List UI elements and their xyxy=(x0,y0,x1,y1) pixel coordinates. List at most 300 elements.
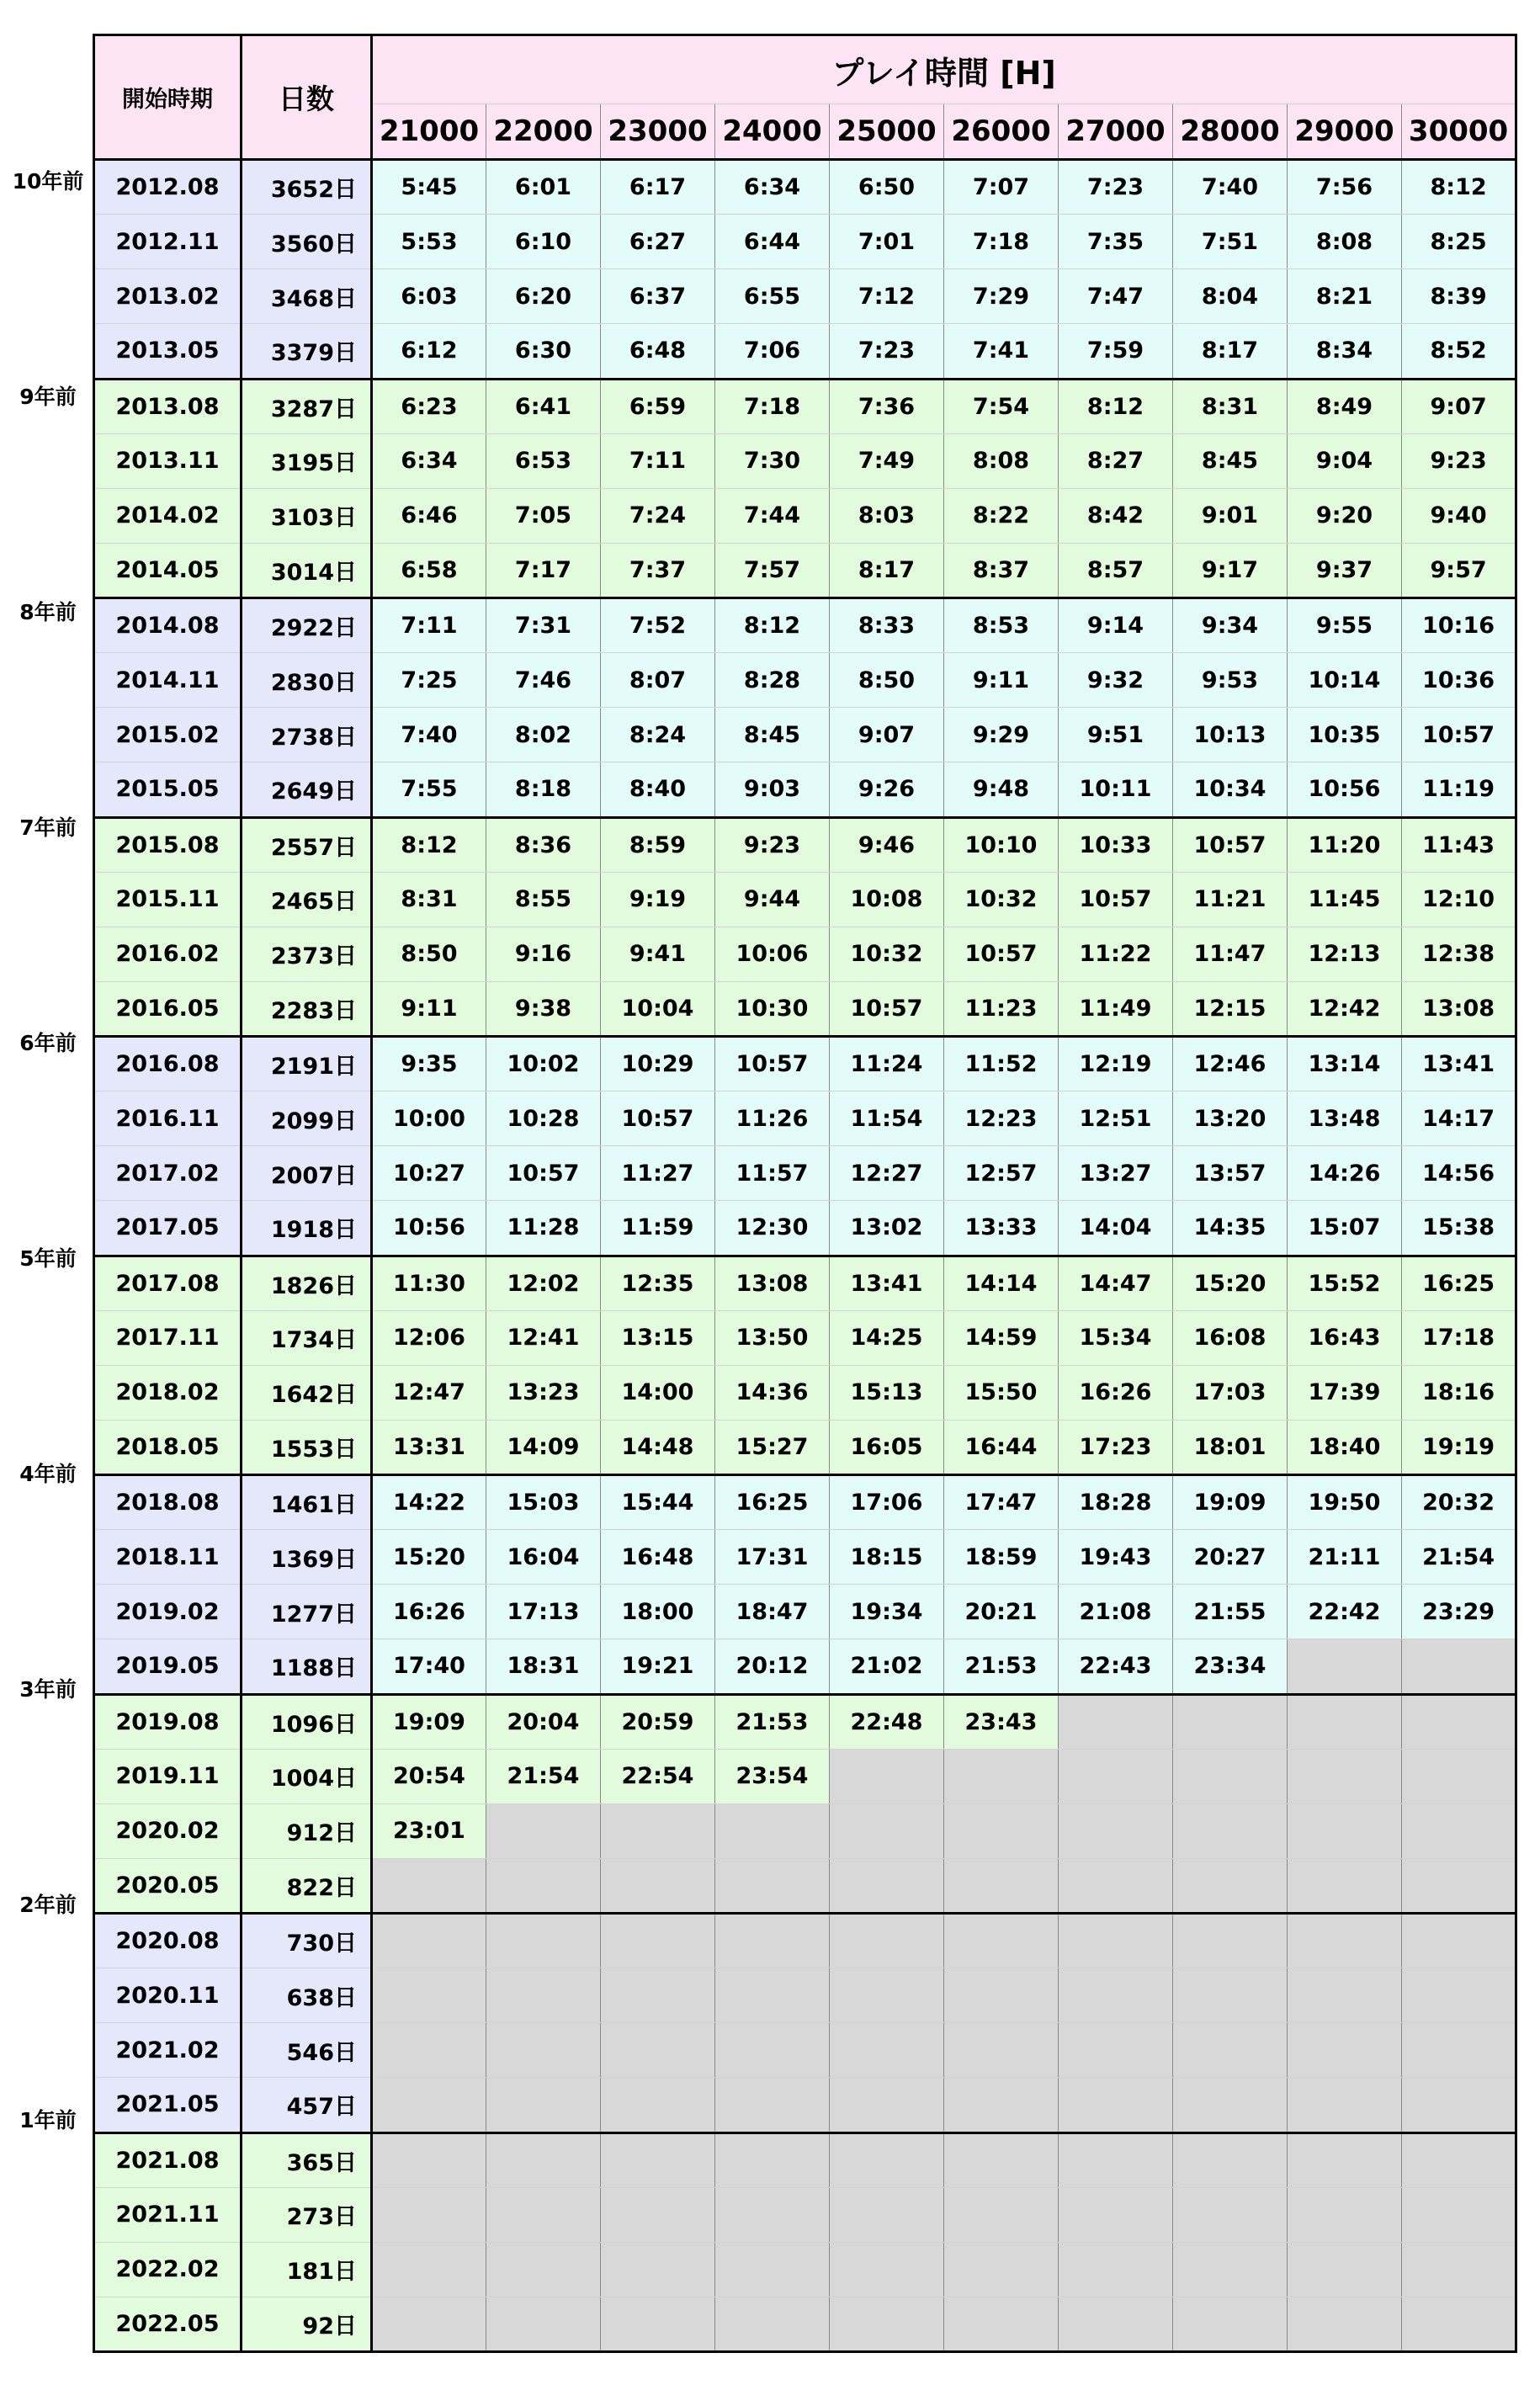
start-date-cell: 2014.02 xyxy=(94,488,242,543)
days-cell: 2283日 xyxy=(242,981,372,1036)
empty-cell xyxy=(944,2132,1059,2187)
playtime-cell: 8:52 xyxy=(1402,324,1516,379)
table-row xyxy=(94,1146,1516,1201)
days-cell: 92日 xyxy=(242,2297,372,2351)
empty-cell xyxy=(715,1803,830,1858)
playtime-cell: 17:13 xyxy=(486,1585,601,1639)
playtime-cell: 8:12 xyxy=(1059,379,1173,433)
empty-cell xyxy=(601,2132,715,2187)
table-row xyxy=(94,160,1516,215)
playtime-cell: 18:59 xyxy=(944,1530,1059,1585)
playtime-cell: 10:32 xyxy=(944,872,1059,927)
playtime-cell: 15:07 xyxy=(1288,1201,1402,1256)
playtime-cell: 7:47 xyxy=(1059,269,1173,324)
hours-column-header: 29000 xyxy=(1288,104,1402,160)
hours-column-header: 25000 xyxy=(830,104,944,160)
playtime-cell: 13:41 xyxy=(830,1256,944,1310)
empty-cell xyxy=(601,1803,715,1858)
playtime-cell: 8:42 xyxy=(1059,488,1173,543)
playtime-cell: 11:20 xyxy=(1288,817,1402,872)
empty-cell xyxy=(1402,2297,1516,2351)
empty-cell xyxy=(372,1968,486,2023)
days-cell: 546日 xyxy=(242,2023,372,2078)
playtime-cell: 17:40 xyxy=(372,1639,486,1694)
playtime-cell: 8:02 xyxy=(486,708,601,762)
empty-cell xyxy=(1173,2132,1288,2187)
playtime-cell: 12:30 xyxy=(715,1201,830,1256)
days-cell: 1096日 xyxy=(242,1694,372,1749)
start-date-cell: 2018.05 xyxy=(94,1420,242,1474)
playtime-cell: 7:24 xyxy=(601,488,715,543)
empty-cell xyxy=(830,1914,944,1968)
empty-cell xyxy=(601,2297,715,2351)
playtime-cell: 8:59 xyxy=(601,817,715,872)
empty-cell xyxy=(830,2023,944,2078)
start-date-cell: 2018.08 xyxy=(94,1475,242,1530)
playtime-cell: 6:50 xyxy=(830,160,944,215)
playtime-cell: 11:30 xyxy=(372,1256,486,1310)
empty-cell xyxy=(1402,1968,1516,2023)
empty-cell xyxy=(1059,2078,1173,2132)
empty-cell xyxy=(1402,1803,1516,1858)
year-group-label: 3年前 xyxy=(19,1677,77,1702)
empty-cell xyxy=(1059,1968,1173,2023)
start-date-cell: 2017.05 xyxy=(94,1201,242,1256)
empty-cell xyxy=(1288,1694,1402,1749)
playtime-cell: 7:52 xyxy=(601,598,715,653)
playtime-cell: 21:54 xyxy=(486,1749,601,1803)
empty-cell xyxy=(1402,1749,1516,1803)
playtime-cell: 10:14 xyxy=(1288,653,1402,708)
playtime-cell: 9:29 xyxy=(944,708,1059,762)
empty-cell xyxy=(486,1914,601,1968)
hours-column-header: 28000 xyxy=(1173,104,1288,160)
playtime-cell: 12:06 xyxy=(372,1310,486,1365)
hours-column-header: 21000 xyxy=(372,104,486,160)
playtime-cell: 10:56 xyxy=(1288,762,1402,817)
playtime-cell: 17:47 xyxy=(944,1475,1059,1530)
empty-cell xyxy=(1402,2242,1516,2297)
start-date-cell: 2016.02 xyxy=(94,927,242,981)
year-group-label: 2年前 xyxy=(19,1893,77,1917)
year-group-label: 5年前 xyxy=(19,1246,77,1271)
empty-cell xyxy=(372,1858,486,1913)
playtime-cell: 9:34 xyxy=(1173,598,1288,653)
playtime-cell: 9:14 xyxy=(1059,598,1173,653)
playtime-cell: 16:26 xyxy=(372,1585,486,1639)
empty-cell xyxy=(1173,1914,1288,1968)
playtime-cell: 9:44 xyxy=(715,872,830,927)
playtime-cell: 9:55 xyxy=(1288,598,1402,653)
playtime-cell: 8:27 xyxy=(1059,433,1173,488)
empty-cell xyxy=(372,2023,486,2078)
hours-column-header: 26000 xyxy=(944,104,1059,160)
playtime-cell: 15:34 xyxy=(1059,1310,1173,1365)
days-cell: 3560日 xyxy=(242,215,372,269)
table-row xyxy=(94,2132,1516,2187)
days-cell: 1553日 xyxy=(242,1420,372,1474)
start-date-cell: 2015.02 xyxy=(94,708,242,762)
table-row xyxy=(94,598,1516,653)
empty-cell xyxy=(601,1858,715,1913)
playtime-cell: 11:52 xyxy=(944,1037,1059,1091)
playtime-cell: 9:51 xyxy=(1059,708,1173,762)
playtime-cell: 10:08 xyxy=(830,872,944,927)
table-row xyxy=(94,379,1516,433)
days-cell: 2007日 xyxy=(242,1146,372,1201)
start-date-cell: 2021.08 xyxy=(94,2132,242,2187)
days-cell: 2191日 xyxy=(242,1037,372,1091)
empty-cell xyxy=(1288,2187,1402,2242)
empty-cell xyxy=(830,2297,944,2351)
hours-column-header: 23000 xyxy=(601,104,715,160)
days-cell: 1004日 xyxy=(242,1749,372,1803)
start-date-cell: 2018.02 xyxy=(94,1365,242,1420)
days-cell: 2099日 xyxy=(242,1091,372,1146)
empty-cell xyxy=(715,2078,830,2132)
playtime-cell: 12:51 xyxy=(1059,1091,1173,1146)
playtime-cell: 7:25 xyxy=(372,653,486,708)
playtime-cell: 10:16 xyxy=(1402,598,1516,653)
playtime-cell: 7:46 xyxy=(486,653,601,708)
table-row xyxy=(94,433,1516,488)
playtime-cell: 13:02 xyxy=(830,1201,944,1256)
playtime-cell: 9:35 xyxy=(372,1037,486,1091)
days-cell: 1826日 xyxy=(242,1256,372,1310)
start-date-cell: 2012.11 xyxy=(94,215,242,269)
playtime-cell: 12:35 xyxy=(601,1256,715,1310)
empty-cell xyxy=(944,1803,1059,1858)
playtime-cell: 12:19 xyxy=(1059,1037,1173,1091)
empty-cell xyxy=(1288,1968,1402,2023)
empty-cell xyxy=(1173,2297,1288,2351)
empty-cell xyxy=(1288,2023,1402,2078)
table-row xyxy=(94,653,1516,708)
playtime-cell: 8:39 xyxy=(1402,269,1516,324)
table-row xyxy=(94,1365,1516,1420)
playtime-cell: 11:49 xyxy=(1059,981,1173,1036)
empty-cell xyxy=(486,2297,601,2351)
hours-column-header: 30000 xyxy=(1402,104,1516,160)
start-date-cell: 2020.11 xyxy=(94,1968,242,2023)
playtime-cell: 21:02 xyxy=(830,1639,944,1694)
start-date-cell: 2016.05 xyxy=(94,981,242,1036)
playtime-cell: 8:18 xyxy=(486,762,601,817)
playtime-cell: 7:55 xyxy=(372,762,486,817)
playtime-cell: 7:36 xyxy=(830,379,944,433)
days-cell: 1277日 xyxy=(242,1585,372,1639)
playtime-cell: 14:56 xyxy=(1402,1146,1516,1201)
playtime-cell: 21:53 xyxy=(715,1694,830,1749)
empty-cell xyxy=(830,2187,944,2242)
table-row xyxy=(94,488,1516,543)
empty-cell xyxy=(1402,2187,1516,2242)
days-cell: 3287日 xyxy=(242,379,372,433)
playtime-table xyxy=(93,34,1517,2353)
playtime-cell: 14:00 xyxy=(601,1365,715,1420)
playtime-cell: 12:42 xyxy=(1288,981,1402,1036)
empty-cell xyxy=(1059,1914,1173,1968)
playtime-cell: 22:54 xyxy=(601,1749,715,1803)
days-cell: 2465日 xyxy=(242,872,372,927)
playtime-cell: 7:51 xyxy=(1173,215,1288,269)
playtime-cell: 9:26 xyxy=(830,762,944,817)
playtime-cell: 12:47 xyxy=(372,1365,486,1420)
days-cell: 638日 xyxy=(242,1968,372,2023)
playtime-cell: 8:40 xyxy=(601,762,715,817)
start-date-cell: 2017.08 xyxy=(94,1256,242,1310)
days-cell: 1461日 xyxy=(242,1475,372,1530)
playtime-cell: 11:19 xyxy=(1402,762,1516,817)
playtime-cell: 10:57 xyxy=(1173,817,1288,872)
playtime-cell: 17:18 xyxy=(1402,1310,1516,1365)
start-date-cell: 2021.11 xyxy=(94,2187,242,2242)
playtime-cell: 15:50 xyxy=(944,1365,1059,1420)
table-row xyxy=(94,1914,1516,1968)
playtime-cell: 7:49 xyxy=(830,433,944,488)
empty-cell xyxy=(830,1968,944,2023)
playtime-cell: 19:09 xyxy=(1173,1475,1288,1530)
days-cell: 1918日 xyxy=(242,1201,372,1256)
playtime-cell: 6:12 xyxy=(372,324,486,379)
playtime-cell: 10:36 xyxy=(1402,653,1516,708)
empty-cell xyxy=(372,2078,486,2132)
empty-cell xyxy=(1288,1749,1402,1803)
playtime-cell: 14:25 xyxy=(830,1310,944,1365)
empty-cell xyxy=(1173,1858,1288,1913)
days-cell: 1734日 xyxy=(242,1310,372,1365)
playtime-cell: 21:55 xyxy=(1173,1585,1288,1639)
empty-cell xyxy=(486,1803,601,1858)
empty-cell xyxy=(601,2242,715,2297)
table-row xyxy=(94,2187,1516,2242)
playtime-cell: 18:15 xyxy=(830,1530,944,1585)
playtime-cell: 9:07 xyxy=(1402,379,1516,433)
table-row xyxy=(94,2242,1516,2297)
playtime-cell: 15:52 xyxy=(1288,1256,1402,1310)
table-row xyxy=(94,927,1516,981)
playtime-cell: 19:34 xyxy=(830,1585,944,1639)
start-date-cell: 2020.05 xyxy=(94,1858,242,1913)
playtime-cell: 9:41 xyxy=(601,927,715,981)
playtime-cell: 20:12 xyxy=(715,1639,830,1694)
playtime-cell: 12:41 xyxy=(486,1310,601,1365)
playtime-cell: 20:04 xyxy=(486,1694,601,1749)
empty-cell xyxy=(1288,1858,1402,1913)
playtime-cell: 10:57 xyxy=(1402,708,1516,762)
empty-cell xyxy=(486,2132,601,2187)
playtime-cell: 10:04 xyxy=(601,981,715,1036)
empty-cell xyxy=(601,2078,715,2132)
playtime-cell: 18:47 xyxy=(715,1585,830,1639)
start-date-cell: 2022.02 xyxy=(94,2242,242,2297)
playtime-cell: 11:54 xyxy=(830,1091,944,1146)
empty-cell xyxy=(1059,1803,1173,1858)
playtime-cell: 10:57 xyxy=(830,981,944,1036)
days-cell: 3014日 xyxy=(242,543,372,598)
playtime-cell: 15:44 xyxy=(601,1475,715,1530)
playtime-cell: 10:33 xyxy=(1059,817,1173,872)
playtime-cell: 7:07 xyxy=(944,160,1059,215)
empty-cell xyxy=(944,2242,1059,2297)
table-row xyxy=(94,1091,1516,1146)
playtime-cell: 22:43 xyxy=(1059,1639,1173,1694)
playtime-cell: 7:05 xyxy=(486,488,601,543)
playtime-cell: 21:08 xyxy=(1059,1585,1173,1639)
playtime-cell: 18:28 xyxy=(1059,1475,1173,1530)
playtime-cell: 21:53 xyxy=(944,1639,1059,1694)
days-cell: 2649日 xyxy=(242,762,372,817)
start-date-cell: 2013.05 xyxy=(94,324,242,379)
empty-cell xyxy=(830,1858,944,1913)
playtime-cell: 8:28 xyxy=(715,653,830,708)
empty-cell xyxy=(1402,2132,1516,2187)
playtime-cell: 13:14 xyxy=(1288,1037,1402,1091)
table-row xyxy=(94,817,1516,872)
days-cell: 730日 xyxy=(242,1914,372,1968)
playtime-cell: 11:28 xyxy=(486,1201,601,1256)
days-cell: 912日 xyxy=(242,1803,372,1858)
playtime-cell: 19:50 xyxy=(1288,1475,1402,1530)
playtime-cell: 6:34 xyxy=(715,160,830,215)
playtime-cell: 16:43 xyxy=(1288,1310,1402,1365)
empty-cell xyxy=(1059,2297,1173,2351)
empty-cell xyxy=(944,2297,1059,2351)
playtime-cell: 8:24 xyxy=(601,708,715,762)
playtime-cell: 9:48 xyxy=(944,762,1059,817)
playtime-cell: 6:58 xyxy=(372,543,486,598)
empty-cell xyxy=(1402,1858,1516,1913)
playtime-cell: 9:01 xyxy=(1173,488,1288,543)
days-cell: 2557日 xyxy=(242,817,372,872)
playtime-cell: 10:29 xyxy=(601,1037,715,1091)
empty-cell xyxy=(944,2078,1059,2132)
playtime-cell: 8:55 xyxy=(486,872,601,927)
empty-cell xyxy=(1173,1803,1288,1858)
days-cell: 3103日 xyxy=(242,488,372,543)
playtime-cell: 8:36 xyxy=(486,817,601,872)
empty-cell xyxy=(944,2023,1059,2078)
days-cell: 2830日 xyxy=(242,653,372,708)
table-row xyxy=(94,543,1516,598)
playtime-cell: 11:57 xyxy=(715,1146,830,1201)
empty-cell xyxy=(944,1968,1059,2023)
playtime-cell: 7:17 xyxy=(486,543,601,598)
playtime-cell: 12:13 xyxy=(1288,927,1402,981)
playtime-cell: 10:56 xyxy=(372,1201,486,1256)
days-cell: 2922日 xyxy=(242,598,372,653)
playtime-cell: 6:34 xyxy=(372,433,486,488)
start-date-cell: 2018.11 xyxy=(94,1530,242,1585)
playtime-cell: 23:43 xyxy=(944,1694,1059,1749)
playtime-cell: 15:20 xyxy=(1173,1256,1288,1310)
playtime-cell: 22:42 xyxy=(1288,1585,1402,1639)
empty-cell xyxy=(830,2078,944,2132)
playtime-cell: 7:30 xyxy=(715,433,830,488)
playtime-cell: 9:40 xyxy=(1402,488,1516,543)
playtime-cell: 8:08 xyxy=(1288,215,1402,269)
playtime-cell: 6:48 xyxy=(601,324,715,379)
playtime-cell: 9:32 xyxy=(1059,653,1173,708)
playtime-cell: 17:03 xyxy=(1173,1365,1288,1420)
year-group-label: 8年前 xyxy=(19,600,77,624)
playtime-cell: 14:09 xyxy=(486,1420,601,1474)
empty-cell xyxy=(372,2297,486,2351)
playtime-cell: 5:53 xyxy=(372,215,486,269)
playtime-cell: 11:26 xyxy=(715,1091,830,1146)
playtime-cell: 17:06 xyxy=(830,1475,944,1530)
playtime-cell: 10:00 xyxy=(372,1091,486,1146)
playtime-cell: 16:44 xyxy=(944,1420,1059,1474)
playtime-cell: 15:13 xyxy=(830,1365,944,1420)
playtime-cell: 13:41 xyxy=(1402,1037,1516,1091)
playtime-cell: 15:03 xyxy=(486,1475,601,1530)
empty-cell xyxy=(1059,2023,1173,2078)
playtime-cell: 14:59 xyxy=(944,1310,1059,1365)
empty-cell xyxy=(1288,2242,1402,2297)
playtime-cell: 8:21 xyxy=(1288,269,1402,324)
table-row xyxy=(94,1858,1516,1913)
playtime-cell: 7:18 xyxy=(715,379,830,433)
playtime-cell: 10:10 xyxy=(944,817,1059,872)
playtime-cell: 21:54 xyxy=(1402,1530,1516,1585)
playtime-cell: 9:46 xyxy=(830,817,944,872)
start-date-cell: 2021.02 xyxy=(94,2023,242,2078)
empty-cell xyxy=(1288,2297,1402,2351)
playtime-cell: 6:10 xyxy=(486,215,601,269)
playtime-cell: 9:07 xyxy=(830,708,944,762)
playtime-cell: 8:08 xyxy=(944,433,1059,488)
playtime-cell: 6:17 xyxy=(601,160,715,215)
table-row xyxy=(94,2023,1516,2078)
playtime-cell: 7:44 xyxy=(715,488,830,543)
playtime-cell: 6:37 xyxy=(601,269,715,324)
playtime-cell: 13:33 xyxy=(944,1201,1059,1256)
empty-cell xyxy=(1173,2078,1288,2132)
start-date-cell: 2016.11 xyxy=(94,1091,242,1146)
playtime-cell: 8:45 xyxy=(715,708,830,762)
empty-cell xyxy=(601,2023,715,2078)
empty-cell xyxy=(1173,2187,1288,2242)
playtime-cell: 11:22 xyxy=(1059,927,1173,981)
empty-cell xyxy=(1173,1968,1288,2023)
playtime-cell: 11:45 xyxy=(1288,872,1402,927)
empty-cell xyxy=(372,1914,486,1968)
table-row xyxy=(94,1803,1516,1858)
playtime-cell: 13:23 xyxy=(486,1365,601,1420)
playtime-cell: 11:21 xyxy=(1173,872,1288,927)
playtime-cell: 12:27 xyxy=(830,1146,944,1201)
playtime-cell: 6:30 xyxy=(486,324,601,379)
playtime-cell: 9:37 xyxy=(1288,543,1402,598)
playtime-cell: 14:22 xyxy=(372,1475,486,1530)
playtime-header: プレイ時間 [H] xyxy=(372,35,1516,104)
empty-cell xyxy=(944,1858,1059,1913)
playtime-cell: 10:57 xyxy=(944,927,1059,981)
days-header: 日数 xyxy=(242,35,372,160)
playtime-cell: 8:17 xyxy=(830,543,944,598)
playtime-cell: 7:01 xyxy=(830,215,944,269)
start-date-cell: 2019.05 xyxy=(94,1639,242,1694)
empty-cell xyxy=(1288,2078,1402,2132)
playtime-cell: 7:31 xyxy=(486,598,601,653)
days-cell: 3379日 xyxy=(242,324,372,379)
playtime-cell: 19:19 xyxy=(1402,1420,1516,1474)
playtime-cell: 10:32 xyxy=(830,927,944,981)
playtime-cell: 8:50 xyxy=(830,653,944,708)
playtime-cell: 6:27 xyxy=(601,215,715,269)
days-cell: 2738日 xyxy=(242,708,372,762)
